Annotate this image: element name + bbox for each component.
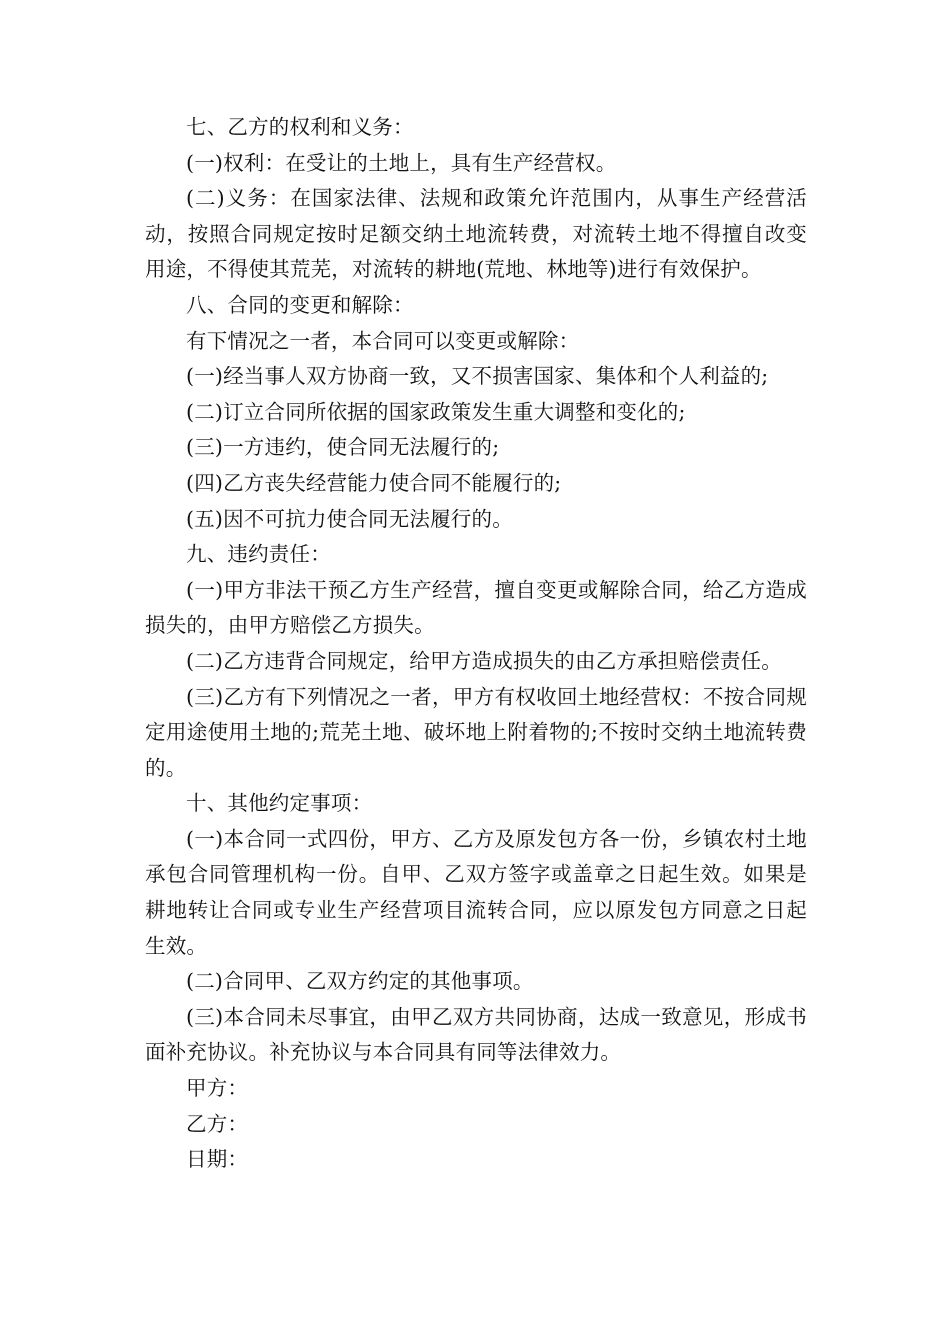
clause-9-2: (二)乙方违背合同规定，给甲方造成损失的由乙方承担赔偿责任。: [186, 648, 782, 673]
section-heading-8: 八、合同的变更和解除：: [186, 292, 414, 317]
signature-party-b: 乙方：: [186, 1111, 249, 1136]
clause-8-2: (二)订立合同所依据的国家政策发生重大调整和变化的;: [186, 399, 686, 424]
clause-7-1: (一)权利：在受让的土地上，具有生产经营权。: [186, 150, 617, 175]
clause-7-2: (二)义务：在国家法律、法规和政策允许范围内，从事生产经营活动，按照合同规定按时足额交纳土地流转费，对流转土地不得擅自改变用途，不得使其荒芜，对流转的耕地(荒地、林地等)进行有效保护。: [145, 186, 807, 282]
clause-10-2: (二)合同甲、乙双方约定的其他事项。: [186, 969, 534, 994]
clause-10-3: (三)本合同未尽事宜，由甲乙双方共同协商，达成一致意见，形成书面补充协议。补充协议与本合同具有同等法律效力。: [145, 1004, 807, 1065]
section-heading-10: 十、其他约定事项：: [186, 791, 373, 816]
clause-8-4: (四)乙方丧失经营能力使合同不能履行的;: [186, 470, 562, 495]
section-heading-7: 七、乙方的权利和义务：: [186, 115, 414, 139]
section-heading-9: 九、违约责任：: [186, 542, 331, 567]
clause-9-1: (一)甲方非法干预乙方生产经营，擅自变更或解除合同，给乙方造成损失的，由甲方赔偿乙方损失。: [145, 577, 807, 638]
clause-8-1: (一)经当事人双方协商一致，又不损害国家、集体和个人利益的;: [186, 364, 769, 389]
signature-date: 日期：: [186, 1147, 249, 1172]
clause-8-intro: 有下情况之一者，本合同可以变更或解除：: [186, 328, 580, 353]
clause-9-3: (三)乙方有下列情况之一者，甲方有权收回土地经营权：不按合同规定用途使用土地的;荒芜土地、破坏地上附着物的;不按时交纳土地流转费的。: [145, 684, 807, 780]
clause-8-5: (五)因不可抗力使合同无法履行的。: [186, 506, 513, 531]
signature-party-a: 甲方：: [186, 1076, 249, 1101]
clause-8-3: (三)一方违约，使合同无法履行的;: [186, 435, 500, 460]
document-body: [145, 110, 807, 1178]
clause-10-1: (一)本合同一式四份，甲方、乙方及原发包方各一份，乡镇农村土地承包合同管理机构一份。自甲、乙双方签字或盖章之日起生效。如果是耕地转让合同或专业生产经营项目流转合同，应以原发包方同意之日起生效。: [145, 826, 807, 958]
